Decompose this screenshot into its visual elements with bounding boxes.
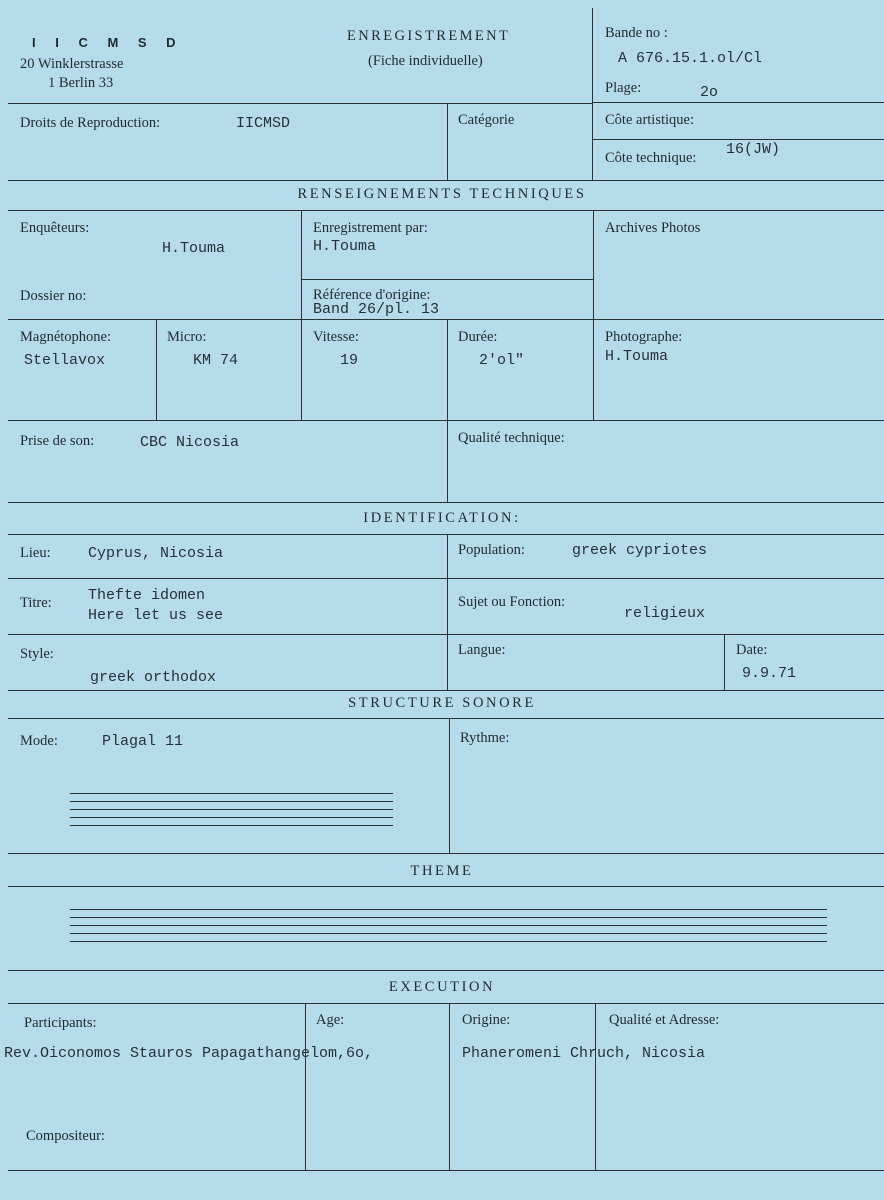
enqueteurs-value: H.Touma <box>162 240 226 257</box>
droits-value: IICMSD <box>236 115 291 132</box>
population-value: greek cypriotes <box>572 542 708 559</box>
rule <box>595 1003 596 1170</box>
qualite-adresse-label: Qualité et Adresse: <box>609 1012 720 1028</box>
rule <box>8 1003 884 1004</box>
institute-street: 20 Winklerstrasse <box>20 56 124 72</box>
reference-value: Band 26/pl. 13 <box>313 301 440 318</box>
compositeur-label: Compositeur: <box>26 1128 105 1144</box>
mode-value: Plagal 11 <box>102 733 184 750</box>
rule <box>8 634 884 635</box>
rule <box>8 180 884 181</box>
style-label: Style: <box>20 646 54 662</box>
prise-de-son-label: Prise de son: <box>20 433 95 449</box>
origine-value: Phaneromeni Chruch, Nicosia <box>462 1045 706 1062</box>
rule <box>8 718 884 719</box>
rule <box>8 502 884 503</box>
vitesse-value: 19 <box>340 352 359 369</box>
categorie-label: Catégorie <box>458 112 515 128</box>
rule <box>449 718 450 853</box>
section-heading-theme: THEME <box>410 863 474 879</box>
vitesse-label: Vitesse: <box>313 329 359 345</box>
sujet-label: Sujet ou Fonction: <box>458 594 566 610</box>
cote-technique-label: Côte technique: <box>605 150 697 166</box>
rule <box>593 102 884 103</box>
enqueteurs-label: Enquêteurs: <box>20 220 90 236</box>
lieu-label: Lieu: <box>20 545 51 561</box>
enregistrement-par-label: Enregistrement par: <box>313 220 428 236</box>
rule <box>593 139 884 140</box>
rule <box>449 1003 450 1170</box>
titre-label: Titre: <box>20 595 52 611</box>
institute-logo: I I C M S D <box>32 35 184 50</box>
prise-de-son-value: CBC Nicosia <box>140 434 240 451</box>
institute-city: 1 Berlin 33 <box>48 75 114 91</box>
rule <box>8 103 593 104</box>
rule <box>8 970 884 971</box>
rule <box>8 1170 884 1171</box>
plage-value: 2o <box>700 84 719 101</box>
music-staff-mode <box>70 793 393 833</box>
music-staff-theme <box>70 909 827 949</box>
photographe-label: Photographe: <box>605 329 683 345</box>
titre-line-1: Thefte idomen <box>88 587 206 604</box>
cote-technique-value: 16(JW) <box>726 141 781 158</box>
micro-value: KM 74 <box>193 352 239 369</box>
origine-label: Origine: <box>462 1012 511 1028</box>
rule <box>593 210 594 420</box>
date-value: 9.9.71 <box>742 665 797 682</box>
rule <box>8 420 884 421</box>
population-label: Population: <box>458 542 525 558</box>
rule <box>8 210 884 211</box>
rule <box>301 210 302 420</box>
rule <box>301 279 593 280</box>
photographe-value: H.Touma <box>605 348 669 365</box>
duree-value: 2'ol" <box>479 352 525 369</box>
rule <box>592 8 593 180</box>
rule <box>724 634 725 690</box>
bande-label: Bande no : <box>605 25 668 41</box>
reference-label: Référence d'origine: <box>313 287 431 303</box>
form-title: ENREGISTREMENT <box>347 28 511 44</box>
archives-photos-label: Archives Photos <box>605 220 701 236</box>
rule <box>8 853 884 854</box>
form-subtitle: (Fiche individuelle) <box>368 53 483 69</box>
section-heading-identification: IDENTIFICATION: <box>363 510 521 526</box>
rule <box>447 103 448 180</box>
enregistrement-par-value: H.Touma <box>313 238 377 255</box>
micro-label: Micro: <box>167 329 207 345</box>
duree-label: Durée: <box>458 329 498 345</box>
rule <box>305 1003 306 1170</box>
langue-label: Langue: <box>458 642 506 658</box>
style-value: greek orthodox <box>90 669 217 686</box>
bande-value: A 676.15.1.ol/Cl <box>618 50 763 67</box>
rule <box>8 319 884 320</box>
sujet-value: religieux <box>624 605 706 622</box>
lieu-value: Cyprus, Nicosia <box>88 545 224 562</box>
rule <box>8 578 884 579</box>
magnetophone-value: Stellavox <box>24 352 106 369</box>
rule <box>447 319 448 420</box>
rule <box>447 420 448 502</box>
participants-value: Rev.Oiconomos Stauros Papagathangelom,6o, <box>4 1045 374 1062</box>
age-label: Age: <box>316 1012 345 1028</box>
droits-label: Droits de Reproduction: <box>20 115 161 131</box>
rule <box>447 534 448 690</box>
participants-label: Participants: <box>24 1015 97 1031</box>
magnetophone-label: Magnétophone: <box>20 329 112 345</box>
date-label: Date: <box>736 642 768 658</box>
dossier-label: Dossier no: <box>20 288 87 304</box>
rule <box>8 886 884 887</box>
plage-label: Plage: <box>605 80 642 96</box>
rule <box>156 319 157 420</box>
mode-label: Mode: <box>20 733 58 749</box>
rythme-label: Rythme: <box>460 730 510 746</box>
cote-artistique-label: Côte artistique: <box>605 112 694 128</box>
rule <box>8 690 884 691</box>
section-heading-technical: RENSEIGNEMENTS TECHNIQUES <box>297 186 587 202</box>
section-heading-structure: STRUCTURE SONORE <box>348 695 536 711</box>
rule <box>8 534 884 535</box>
titre-line-2: Here let us see <box>88 607 224 624</box>
section-heading-execution: EXECUTION <box>388 979 496 995</box>
qualite-technique-label: Qualité technique: <box>458 430 565 446</box>
